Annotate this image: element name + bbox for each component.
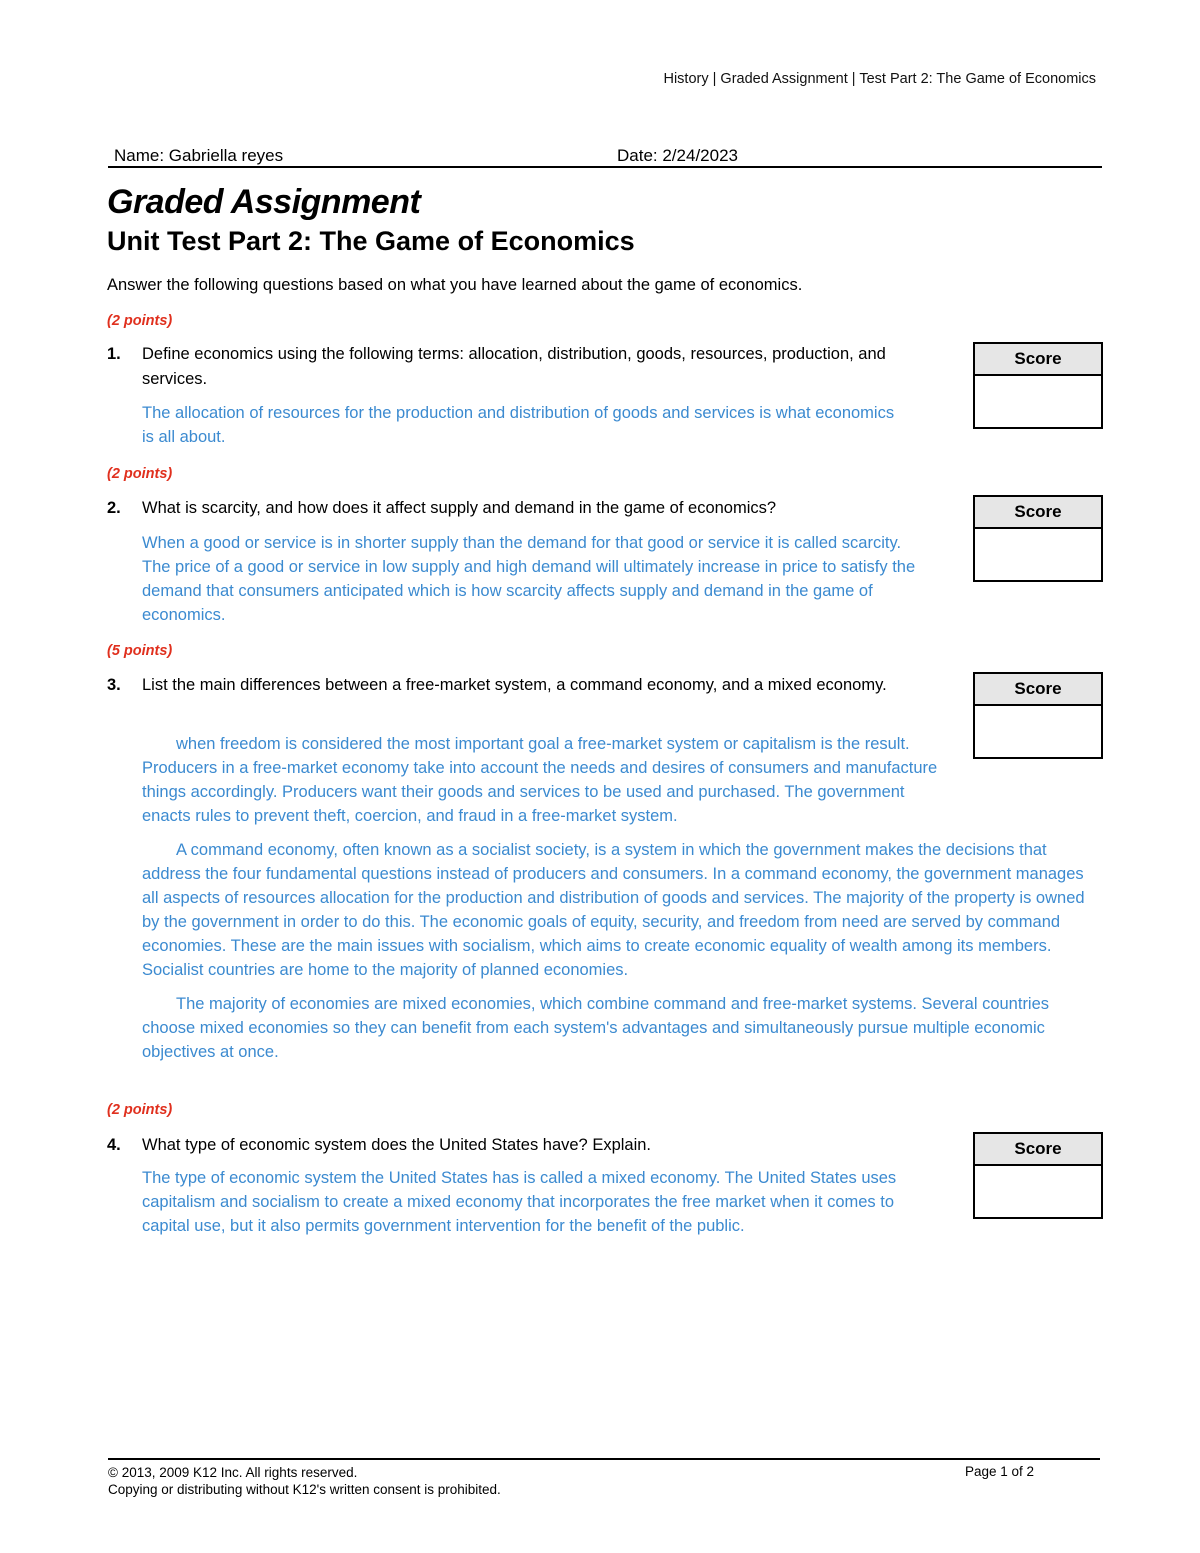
footer-divider bbox=[108, 1458, 1100, 1460]
score-header: Score bbox=[975, 1134, 1101, 1166]
page-subtitle: Unit Test Part 2: The Game of Economics bbox=[107, 226, 635, 256]
answer-paragraph: when freedom is considered the most important goal a free-market system or capitalism is the result. Producers in a free-market economy take into account the needs and desires of consumers and manufacture things accordingly. Producers want their goods and services to be used and purchased. The government enacts rules to prevent theft, coercion, and fraud in a free-market system. bbox=[142, 735, 938, 825]
question-text: List the main differences between a free-market system, a command economy, and a mixed economy. bbox=[142, 676, 887, 694]
student-name: Name: Gabriella reyes bbox=[114, 146, 284, 165]
copyright-text: © 2013, 2009 K12 Inc. All rights reserved. bbox=[108, 1465, 358, 1480]
name-date-bar bbox=[108, 142, 1102, 168]
copy-notice: Copying or distributing without K12's written consent is prohibited. bbox=[108, 1482, 501, 1497]
answer-paragraph: The allocation of resources for the production and distribution of goods and services is what economics is all about. bbox=[142, 404, 895, 446]
points-label-4: (2 points) bbox=[107, 1102, 173, 1118]
answer-2[interactable] bbox=[142, 531, 922, 637]
answer-paragraph: When a good or service is in shorter supply than the demand for that good or service it is called scarcity. The price of a good or service in low supply and high demand will ultimately increase in price to satisfy the demand that consumers anticipated which is how scarcity affects supply and demand in the game of economics. bbox=[142, 534, 916, 624]
question-text: Define economics using the following terms: allocation, distribution, goods, resources, production, and services. bbox=[142, 345, 886, 388]
answer-paragraph: A command economy, often known as a socialist society, is a system in which the government makes the decisions that address the four fundamental questions instead of producers and consumers. In a command economy, the government manages all aspects of resources allocation for the production and distribution of goods and services. The majority of the property is owned by the government in order to do this. The economic goals of equity, security, and freedom from need are served by command economies. These are the main issues with socialism, which aims to create economic equality of wealth among its members. Socialist countries are home to the majority of planned economies. bbox=[142, 841, 1085, 979]
answer-3[interactable] bbox=[142, 732, 1097, 1074]
question-number: 1. bbox=[107, 345, 121, 363]
page-title: Graded Assignment bbox=[107, 183, 421, 221]
question-text: What is scarcity, and how does it affect supply and demand in the game of economics? bbox=[142, 499, 777, 517]
instructions: Answer the following questions based on what you have learned about the game of economics. bbox=[107, 276, 803, 294]
question-number: 2. bbox=[107, 499, 121, 517]
question-number: 4. bbox=[107, 1136, 121, 1154]
score-header: Score bbox=[975, 674, 1101, 706]
score-box-2[interactable] bbox=[973, 495, 1103, 582]
page-number: Page 1 of 2 bbox=[964, 1464, 1034, 1479]
answer-paragraph: The type of economic system the United States has is called a mixed economy. The United States uses capitalism and socialism to create a mixed economy that incorporates the free market when it comes to capital use, but it also permits government intervention for the benefit of the public. bbox=[142, 1169, 897, 1235]
page-header-breadcrumb: History | Graded Assignment | Test Part 2: The Game of Economics bbox=[663, 71, 1096, 87]
score-header: Score bbox=[975, 344, 1101, 376]
answer-paragraph: The majority of economies are mixed economies, which combine command and free-market systems. Several countries choose mixed economies so they can benefit from each system's advantages and simultaneously pursue multiple economic objectives at once. bbox=[142, 995, 1050, 1061]
answer-4[interactable] bbox=[142, 1166, 942, 1248]
footer-copyright-block bbox=[108, 1464, 501, 1498]
answer-1[interactable] bbox=[142, 401, 902, 459]
points-label-2: (2 points) bbox=[107, 466, 173, 482]
score-header: Score bbox=[975, 497, 1101, 529]
points-label-3: (5 points) bbox=[107, 643, 173, 659]
score-box-4[interactable] bbox=[973, 1132, 1103, 1219]
points-label-1: (2 points) bbox=[107, 313, 173, 329]
question-text: What type of economic system does the United States have? Explain. bbox=[142, 1136, 652, 1154]
score-box-1[interactable] bbox=[973, 342, 1103, 429]
question-number: 3. bbox=[107, 676, 121, 694]
assignment-date: Date: 2/24/2023 bbox=[617, 146, 738, 165]
score-box-3[interactable] bbox=[973, 672, 1103, 759]
